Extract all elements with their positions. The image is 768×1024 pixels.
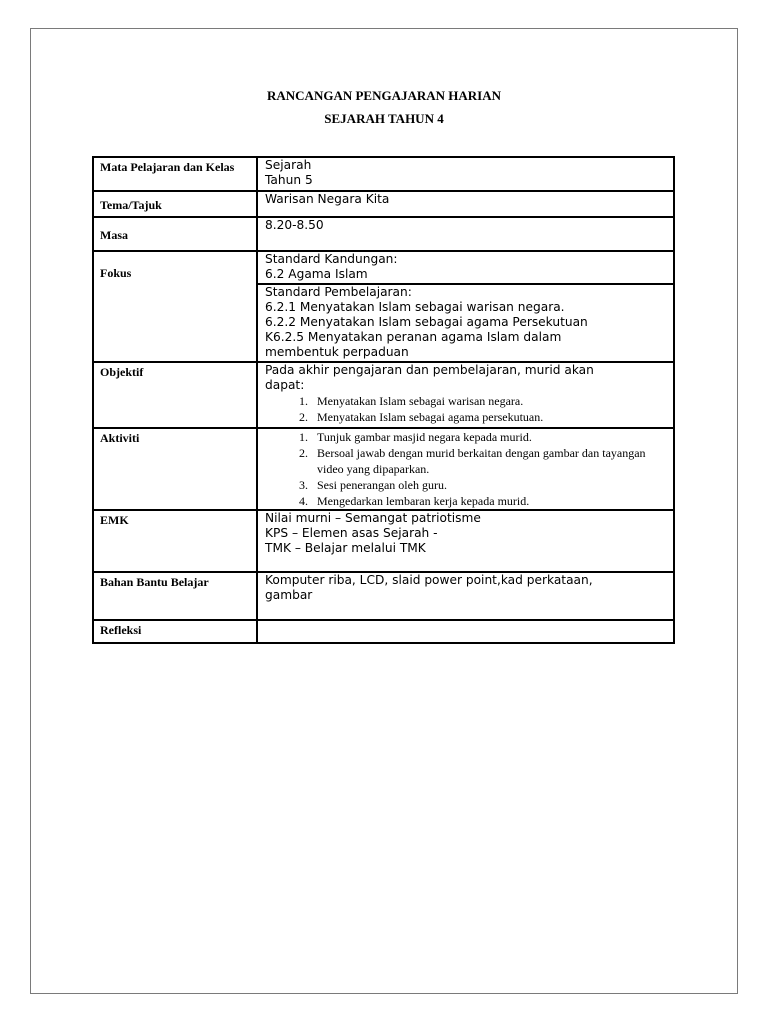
document-title: RANCANGAN PENGAJARAN HARIAN: [267, 88, 501, 103]
label-bahan: Bahan Bantu Belajar: [93, 572, 257, 620]
value-standard-pembelajaran: [257, 284, 674, 362]
label-masa: Masa: [93, 217, 257, 251]
emk-line-2: KPS – Elemen asas Sejarah -: [265, 526, 438, 540]
row-fokus-kandungan: [93, 251, 674, 284]
row-bahan: [93, 572, 674, 620]
class-year: Tahun 5: [265, 173, 313, 187]
row-refleksi: [93, 620, 674, 643]
sp-heading: Standard Pembelajaran:: [265, 285, 412, 299]
aktiviti-item: 4. Mengedarkan lembaran kerja kepada murid.: [311, 493, 667, 509]
label-objektif: Objektif: [93, 362, 257, 428]
value-standard-kandungan: [257, 251, 674, 284]
value-refleksi: [257, 620, 674, 643]
value-emk: [257, 510, 674, 572]
fokus-label-text: Fokus: [100, 266, 132, 280]
value-aktiviti: [257, 428, 674, 510]
emk-line-3: TMK – Belajar melalui TMK: [265, 541, 426, 555]
value-bahan: [257, 572, 674, 620]
row-aktiviti: [93, 428, 674, 510]
sp-item-1: 6.2.1 Menyatakan Islam sebagai warisan negara.: [265, 300, 565, 314]
lesson-plan-table: [92, 156, 675, 644]
row-tema: [93, 191, 674, 217]
objektif-intro-1: Pada akhir pengajaran dan pembelajaran, murid akan: [265, 363, 594, 377]
emk-line-1: Nilai murni – Semangat patriotisme: [265, 511, 481, 525]
value-masa: 8.20-8.50: [257, 217, 674, 251]
label-refleksi: Refleksi: [93, 620, 257, 643]
sp-item-3-cont: membentuk perpaduan: [265, 345, 409, 359]
objektif-intro-2: dapat:: [265, 378, 305, 392]
document-subtitle: SEJARAH TAHUN 4: [324, 111, 444, 126]
label-fokus: [93, 251, 257, 362]
row-masa: [93, 217, 674, 251]
value-tema: Warisan Negara Kita: [257, 191, 674, 217]
row-objektif: [93, 362, 674, 428]
sk-heading: Standard Kandungan:: [265, 252, 398, 266]
aktiviti-item: 1. Tunjuk gambar masjid negara kepada murid.: [311, 429, 667, 445]
aktiviti-item: 2. Bersoal jawab dengan murid berkaitan dengan gambar dan tayangan video yang dipaparkan.: [311, 445, 667, 477]
sp-item-3: K6.2.5 Menyatakan peranan agama Islam dalam: [265, 330, 562, 344]
bahan-line-2: gambar: [265, 588, 313, 602]
aktiviti-list: [265, 429, 667, 509]
label-mata-pelajaran: Mata Pelajaran dan Kelas: [93, 157, 257, 191]
sk-item: 6.2 Agama Islam: [265, 267, 368, 281]
objektif-item: 1. Menyatakan Islam sebagai warisan negara.: [311, 393, 667, 409]
bahan-line-1: Komputer riba, LCD, slaid power point,kad perkataan,: [265, 573, 593, 587]
sp-item-2: 6.2.2 Menyatakan Islam sebagai agama Persekutuan: [265, 315, 588, 329]
row-mata-pelajaran: [93, 157, 674, 191]
row-emk: [93, 510, 674, 572]
label-tema: Tema/Tajuk: [93, 191, 257, 217]
objektif-list: [265, 393, 667, 425]
objektif-item: 2. Menyatakan Islam sebagai agama persekutuan.: [311, 409, 667, 425]
value-mata-pelajaran: [257, 157, 674, 191]
value-objektif: [257, 362, 674, 428]
label-aktiviti: Aktiviti: [93, 428, 257, 510]
aktiviti-item: 3. Sesi penerangan oleh guru.: [311, 477, 667, 493]
subject-name: Sejarah: [265, 158, 312, 172]
label-emk: EMK: [93, 510, 257, 572]
